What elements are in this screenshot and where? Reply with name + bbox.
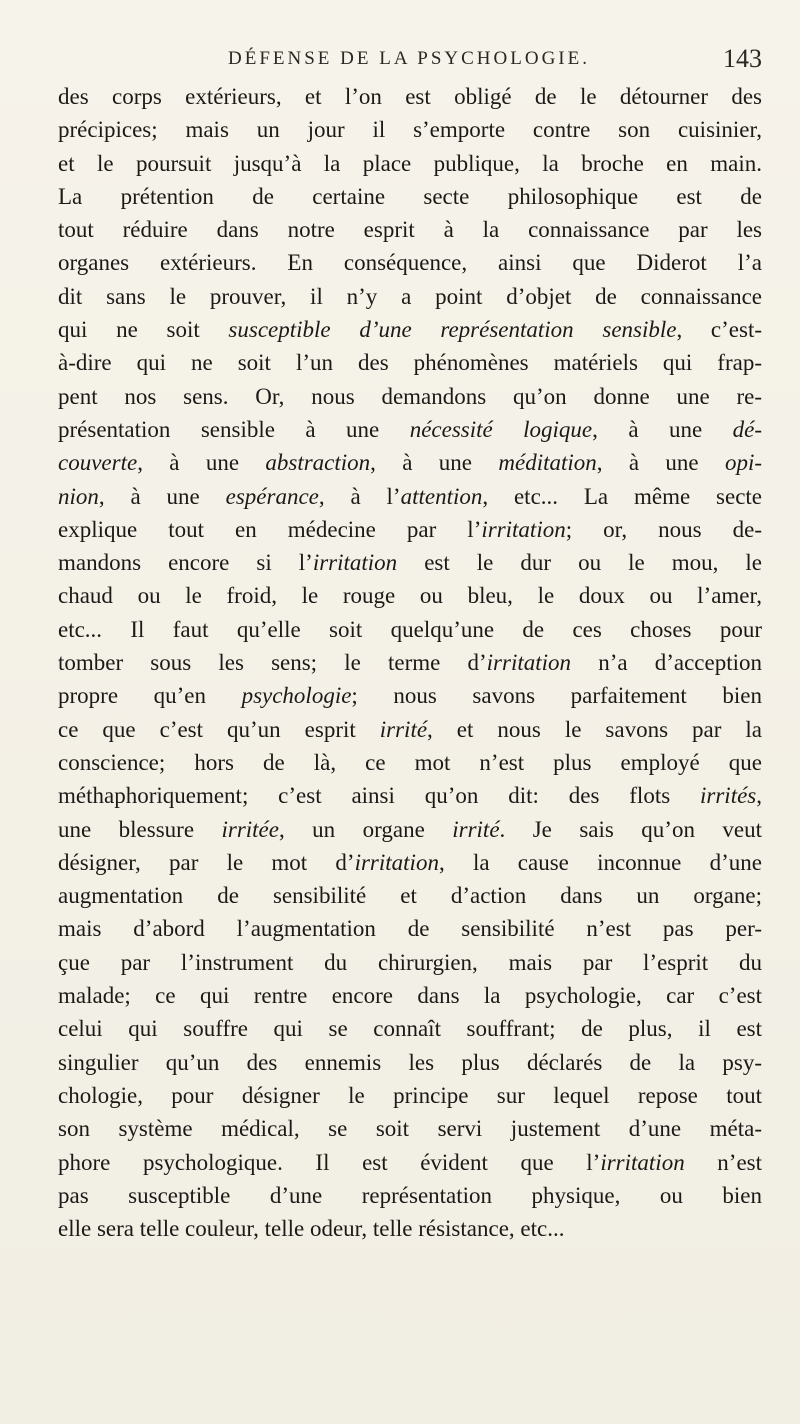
text-run: . Je sais qu’on veut xyxy=(499,816,762,842)
italic-text: irrités xyxy=(700,783,757,809)
text-run: mandons encore si l’ xyxy=(58,550,313,576)
italic-text: abstraction xyxy=(265,450,371,476)
italic-text: irritée xyxy=(221,816,279,842)
italic-text: opi- xyxy=(724,450,762,476)
italic-text: nion xyxy=(58,483,99,509)
text-run: et le poursuit jusqu’à la place publique, la broche en main. xyxy=(58,150,762,176)
text-run: , à une xyxy=(98,483,226,509)
text-run: mais d’abord l’augmentation de sensibilité n’est pas per- xyxy=(58,916,762,942)
text-line xyxy=(58,1146,762,1179)
text-run: , à une xyxy=(592,416,733,442)
text-run: , etc... La même secte xyxy=(482,483,762,509)
text-run: , xyxy=(756,783,762,809)
text-line xyxy=(58,746,762,779)
text-run: celui qui souffre qui se connaît souffrant; de plus, il est xyxy=(58,1016,762,1042)
italic-text: méditation xyxy=(498,450,597,476)
italic-text: attention xyxy=(400,483,483,509)
italic-text: irritation xyxy=(481,516,566,542)
text-run: explique tout en médecine par l’ xyxy=(58,516,482,542)
text-line xyxy=(58,646,762,679)
text-run: à-dire qui ne soit l’un des phénomènes matériels qui frap- xyxy=(58,350,762,376)
running-title: DÉFENSE DE LA PSYCHOLOGIE. xyxy=(228,48,590,69)
italic-text: irritation xyxy=(312,550,398,576)
text-run: n’a d’acception xyxy=(571,650,762,676)
text-line xyxy=(58,779,762,812)
text-run: , à l’ xyxy=(318,483,401,509)
text-line xyxy=(58,946,762,979)
text-run: désigner, par le mot d’ xyxy=(58,849,355,875)
italic-text: couverte xyxy=(58,450,138,476)
text-run: ce que c’est qu’un esprit xyxy=(58,716,380,742)
text-run: des corps extérieurs, et l’on est obligé de le détourner des xyxy=(58,84,762,109)
italic-text: dé- xyxy=(732,416,762,442)
text-run: augmentation de sensibilité et d’action dans un organe; xyxy=(58,883,762,909)
italic-text: nécessité logique xyxy=(409,416,593,442)
italic-text: irrité xyxy=(379,716,428,742)
text-line xyxy=(58,380,762,413)
running-head xyxy=(56,44,762,84)
text-line xyxy=(58,579,762,612)
text-line xyxy=(58,213,762,246)
italic-text: irritation xyxy=(354,849,439,875)
text-run: malade; ce qui rentre encore dans la psychologie, car c’est xyxy=(58,983,762,1009)
text-line xyxy=(58,1112,762,1145)
text-line xyxy=(58,813,762,846)
text-run: , à une xyxy=(370,450,499,476)
text-run: etc... Il faut qu’elle soit quelqu’une de ces choses pour xyxy=(58,616,762,642)
text-run: La prétention de certaine secte philosophique est de xyxy=(58,183,762,209)
text-line xyxy=(58,1079,762,1112)
text-line xyxy=(58,446,762,479)
text-line xyxy=(58,513,762,546)
text-run: tomber sous les sens; le terme d’ xyxy=(58,650,487,676)
text-line xyxy=(58,546,762,579)
text-line xyxy=(58,879,762,912)
text-run: présentation sensible à une xyxy=(58,416,410,442)
text-run: méthaphoriquement; c’est ainsi qu’on dit: des flots xyxy=(58,783,701,809)
text-run: propre qu’en xyxy=(58,683,242,709)
text-line xyxy=(58,346,762,379)
text-line xyxy=(58,1179,762,1212)
text-line xyxy=(58,912,762,945)
text-run: singulier qu’un des ennemis les plus déclarés de la psy- xyxy=(58,1049,762,1075)
text-run: , un organe xyxy=(278,816,453,842)
text-line xyxy=(58,280,762,313)
text-line xyxy=(58,613,762,646)
italic-text: irrité xyxy=(452,816,500,842)
text-line xyxy=(58,147,762,180)
text-run: , la cause inconnue d’une xyxy=(438,849,762,875)
italic-text: espérance xyxy=(225,483,319,509)
text-run: chaud ou le froid, le rouge ou bleu, le doux ou l’amer, xyxy=(58,583,762,609)
body-text xyxy=(58,80,762,1245)
text-run: précipices; mais un jour il s’emporte contre son cuisinier, xyxy=(58,117,762,143)
text-line xyxy=(58,979,762,1012)
text-run: pent nos sens. Or, nous demandons qu’on donne une re- xyxy=(58,383,762,409)
text-run: chologie, pour désigner le principe sur lequel repose tout xyxy=(58,1082,762,1108)
text-run: , et nous le savons par la xyxy=(427,716,762,742)
italic-text: susceptible d’une représentation sensible xyxy=(228,317,677,343)
text-line xyxy=(58,313,762,346)
text-run: une blessure xyxy=(58,816,222,842)
text-run: , à une xyxy=(596,450,725,476)
text-line xyxy=(58,113,762,146)
text-run: phore psychologique. Il est évident que l’ xyxy=(58,1149,601,1175)
text-line xyxy=(58,846,762,879)
text-run: , à une xyxy=(137,450,266,476)
text-line xyxy=(58,413,762,446)
text-line xyxy=(58,1012,762,1045)
text-line xyxy=(58,480,762,513)
text-run: n’est xyxy=(684,1149,762,1175)
text-run: conscience; hors de là, ce mot n’est plus employé que xyxy=(58,749,762,775)
italic-text: irritation xyxy=(486,650,572,676)
text-line xyxy=(58,180,762,213)
text-line xyxy=(58,80,762,113)
text-run: organes extérieurs. En conséquence, ainsi que Diderot l’a xyxy=(58,250,762,276)
text-run: son système médical, se soit servi justement d’une méta- xyxy=(58,1116,762,1142)
italic-text: psychologie xyxy=(241,683,352,709)
text-run: pas susceptible d’une représentation physique, ou bien xyxy=(58,1182,762,1208)
text-run: ; nous savons parfaitement bien xyxy=(351,683,762,709)
text-run: ; or, nous de- xyxy=(565,516,762,542)
text-run: dit sans le prouver, il n’y a point d’objet de connaissance xyxy=(58,283,762,309)
text-line xyxy=(58,1212,762,1245)
text-run: , c’est- xyxy=(676,317,762,343)
text-run: çue par l’instrument du chirurgien, mais par l’esprit du xyxy=(58,949,762,975)
text-run: qui ne soit xyxy=(58,317,229,343)
text-line xyxy=(58,679,762,712)
text-run: elle sera telle couleur, telle odeur, telle résistance, etc... xyxy=(58,1216,565,1242)
text-run: est le dur ou le mou, le xyxy=(397,550,762,576)
text-run: tout réduire dans notre esprit à la connaissance par les xyxy=(58,217,762,243)
page-number: 143 xyxy=(723,44,762,73)
text-line xyxy=(58,246,762,279)
text-line xyxy=(58,1046,762,1079)
text-line xyxy=(58,713,762,746)
italic-text: irritation xyxy=(600,1149,685,1175)
